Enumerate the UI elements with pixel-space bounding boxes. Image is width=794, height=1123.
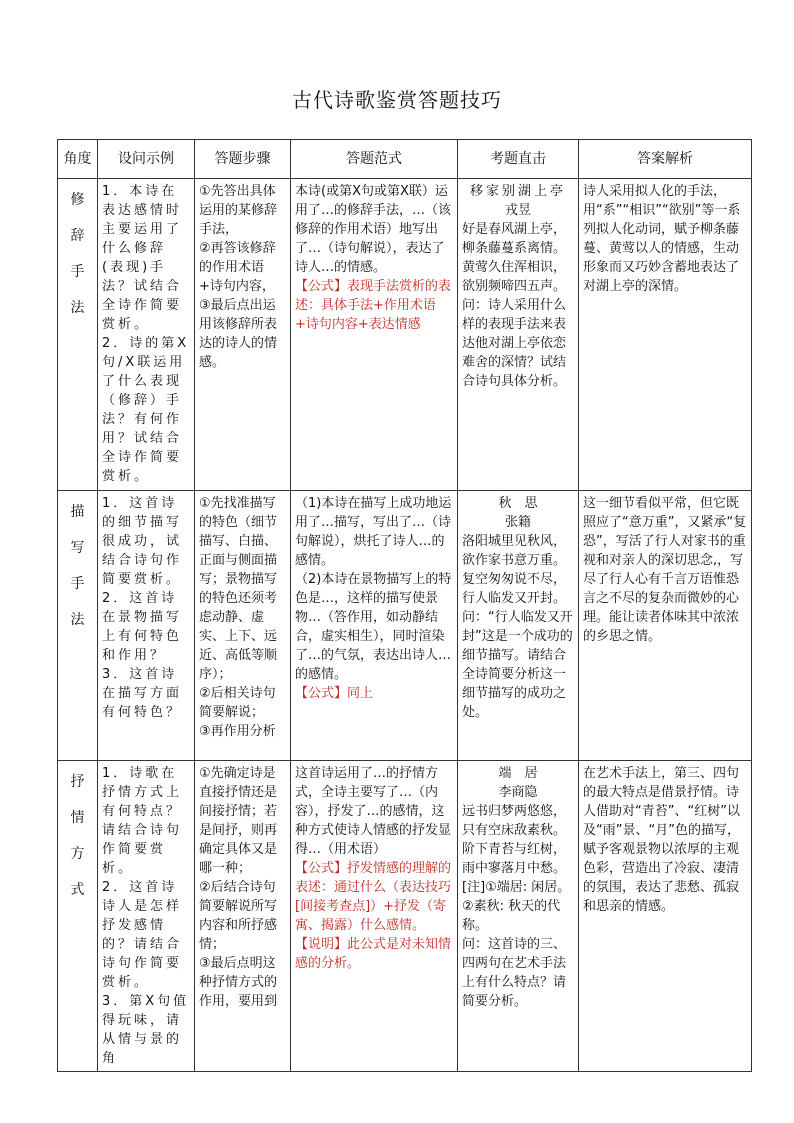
poem-line: 黄莺久住浑相识， [462, 260, 567, 275]
example-item: 1．诗歌在抒情方式上有何特点？请结合诗句作简要赏析。 [102, 766, 183, 876]
steps-cell [195, 179, 291, 491]
formula-body: 表现手法赏析的表述：具体手法+作用术语+诗句内容+表达情感 [295, 279, 452, 332]
poem-line: 洛阳城里见秋风， [462, 534, 567, 549]
note-body: 此公式是对未知情感的分析。 [295, 937, 452, 971]
category-char: 法 [70, 612, 85, 628]
category-char: 式 [70, 882, 85, 898]
example-item: 1．这首诗的细节描写很成功，试结合诗句作简要赏析。 [102, 496, 183, 587]
table-header-row [58, 140, 752, 179]
question-cell [458, 179, 579, 491]
table-row [58, 491, 752, 761]
category-char: 描 [70, 504, 85, 520]
poem-line: 只有空床敌素秋。 [462, 823, 567, 838]
paradigm-text: （2)本诗在景物描写上的特色是…，这样的描写使景物…（答作用，如动静结合，虚实相生），同时渲染了…的气氛，表达出诗人…的感情。 [295, 572, 452, 682]
answer-cell [579, 491, 752, 761]
example-item: 3．第X句值得玩味，请从情与景的角 [102, 994, 190, 1066]
category-char: 法 [70, 300, 85, 316]
example-item: 3．这首诗在描写方面有何特色？ [102, 667, 183, 720]
header-question: 考题直击 [458, 140, 579, 179]
answer-text: 在艺术手法上，第三、四句的最大特点是借景抒情。诗人借助对“青苔”、“红树”以及“雨”景、“月”色的描写，赋予客观景物以浓厚的主观色彩，营造出了冷寂、凄清的氛围，表达了悲愁、孤寂和思亲的情感。 [583, 766, 740, 914]
question-cell [458, 761, 579, 1072]
poem-title: 移家别湖上亭 [469, 184, 566, 199]
example-item: 2．这首诗在景物描写上有何特色和作用？ [102, 591, 183, 663]
paradigm-cell [291, 179, 458, 491]
header-steps: 答题步骤 [195, 140, 291, 179]
category-cell [58, 761, 98, 1072]
header-examples: 设问示例 [98, 140, 195, 179]
poem-line: 雨中寥落月中愁。 [462, 861, 567, 876]
formula-text [295, 277, 453, 334]
page-title: 古代诗歌鉴赏答题技巧 [292, 88, 502, 112]
poem-line: 远书归梦两悠悠， [462, 804, 567, 819]
note-tag: 【说明】 [295, 937, 348, 952]
example-item: 2．这首诗诗人是怎样抒发感情的？请结合诗句作简要赏析。 [102, 880, 183, 990]
poem-title: 秋 思 [498, 496, 538, 511]
category-char: 修 [70, 192, 85, 208]
poem-line: 好是春风湖上亭， [462, 222, 567, 237]
answer-cell [579, 179, 752, 491]
step-item: ③最后点明这种抒情方式的作用，要用到 [199, 956, 278, 1009]
header-angle: 角度 [58, 140, 98, 179]
formula-body: 同上 [347, 686, 374, 701]
header-paradigm: 答题范式 [291, 140, 458, 179]
paradigm-text: 这首诗运用了…的抒情方式，全诗主要写了…（内容），抒发了…的感情，这种方式使诗人情感的抒发显得…（用术语） [295, 766, 452, 857]
question-text: 问：诗人采用什么样的表现手法来表达他对湖上亭依恋难舍的深情？试结合诗句具体分析。 [462, 298, 567, 389]
step-item: ③最后点出运用该修辞所表达的诗人的情感。 [199, 298, 278, 370]
category-char: 手 [70, 264, 85, 280]
poem-notes: [注]①端居: 闲居。②素秋: 秋天的代称。 [462, 880, 571, 933]
paradigm-text: （1)本诗在描写上成功地运用了…描写，写出了…（诗句解说），烘托了诗人…的感情。 [295, 496, 452, 568]
examples-cell [98, 179, 195, 491]
table-row [58, 179, 752, 491]
paradigm-cell [291, 761, 458, 1072]
paradigm-text: 本诗(或第X句或第X联）运用了…的修辞手法，…（该修辞的作用术语）地写出了…（诗句解说），表达了诗人…的情感。 [295, 184, 452, 275]
step-item: ③再作用分析 [199, 724, 276, 739]
category-char: 方 [70, 846, 85, 862]
step-item: ①先确定诗是直接抒情还是间接抒情；若是间抒，则再确定具体又是哪一种； [199, 766, 278, 876]
poem-author: 张籍 [504, 515, 531, 530]
formula-tag: 【公式】 [295, 861, 348, 876]
step-item: ①先答出具体运用的某修辞手法， [199, 184, 278, 237]
poem-line: 欲作家书意万重。 [462, 553, 567, 568]
step-item: ②再答该修辞的作用术语+诗句内容， [199, 241, 276, 294]
question-cell [458, 491, 579, 761]
poem-line: 欲别频啼四五声。 [462, 279, 567, 294]
formula-tag: 【公式】 [295, 279, 348, 294]
example-item: 1．本诗在表达感情时主要运用了什么修辞(表现)手法？试结合全诗作简要赏析。 [102, 184, 183, 332]
techniques-table [57, 139, 752, 1072]
paradigm-cell [291, 491, 458, 761]
answer-text: 这一细节看似平常，但它既照应了“意万重”，又紧承“复恐”，写活了行人对家书的重视和对亲人的深切思念,，写尽了行人心有千言万语惟恐言之不尽的复杂而微妙的心理。能让读者体味其中浓浓的乡思之情。 [583, 496, 747, 644]
category-char: 辞 [70, 228, 85, 244]
example-item: 2．诗的第X句/X联运用了什么表现（修辞）手法？有何作用？试结合全诗作简要赏析。 [102, 336, 190, 484]
formula-body: 抒发情感的理解的表述：通过什么（表达技巧[间接考查点]）+抒发（寄寓、揭露）什么感情。 [295, 861, 452, 933]
formula-text [295, 684, 453, 703]
table-row [58, 761, 752, 1072]
category-cell [58, 491, 98, 761]
examples-cell [98, 761, 195, 1072]
question-text: 问：这首诗的三、四两句在艺术手法上有什么特点？请简要分析。 [462, 937, 567, 1009]
answer-text: 诗人采用拟人化的手法，用“系”“相识”“欲别”等一系列拟人化动词，赋予柳条藤蔓、黄莺以人的情感，生动形象而又巧妙含蓄地表达了对湖上亭的深情。 [583, 184, 741, 294]
category-char: 抒 [70, 774, 85, 790]
category-char: 手 [70, 576, 85, 592]
answer-cell [579, 761, 752, 1072]
step-item: ②后结合诗句简要解说所写内容和所抒感情； [199, 880, 278, 952]
poem-line: 复空匆匆说不尽， [462, 572, 567, 587]
poem-line: 柳条藤蔓系离情。 [462, 241, 567, 256]
header-answer: 答案解析 [579, 140, 752, 179]
steps-cell [195, 761, 291, 1072]
examples-cell [98, 491, 195, 761]
category-char: 写 [70, 540, 85, 556]
step-item: ①先找准描写的特色（细节描写、白描、正面与侧面描写；景物描写的特色还须考虑动静、虚实、上下、远近、高低等顺序）； [199, 496, 278, 682]
note-text [295, 935, 453, 973]
steps-cell [195, 491, 291, 761]
poem-author: 李商隐 [498, 785, 538, 800]
poem-title: 端 居 [498, 766, 538, 781]
poem-line: 行人临发又开封。 [462, 591, 567, 606]
poem-line: 阶下青苔与红树， [462, 842, 567, 857]
question-text: 问：“行人临发又开封”这是一个成功的细节描写。请结合全诗简要分析这一细节描写的成功之处。 [462, 610, 573, 720]
category-char: 情 [70, 810, 85, 826]
poem-author: 戎昱 [504, 203, 531, 218]
formula-tag: 【公式】 [295, 686, 348, 701]
step-item: ②后相关诗句简要解说； [199, 686, 276, 720]
formula-text [295, 859, 453, 935]
category-cell [58, 179, 98, 491]
